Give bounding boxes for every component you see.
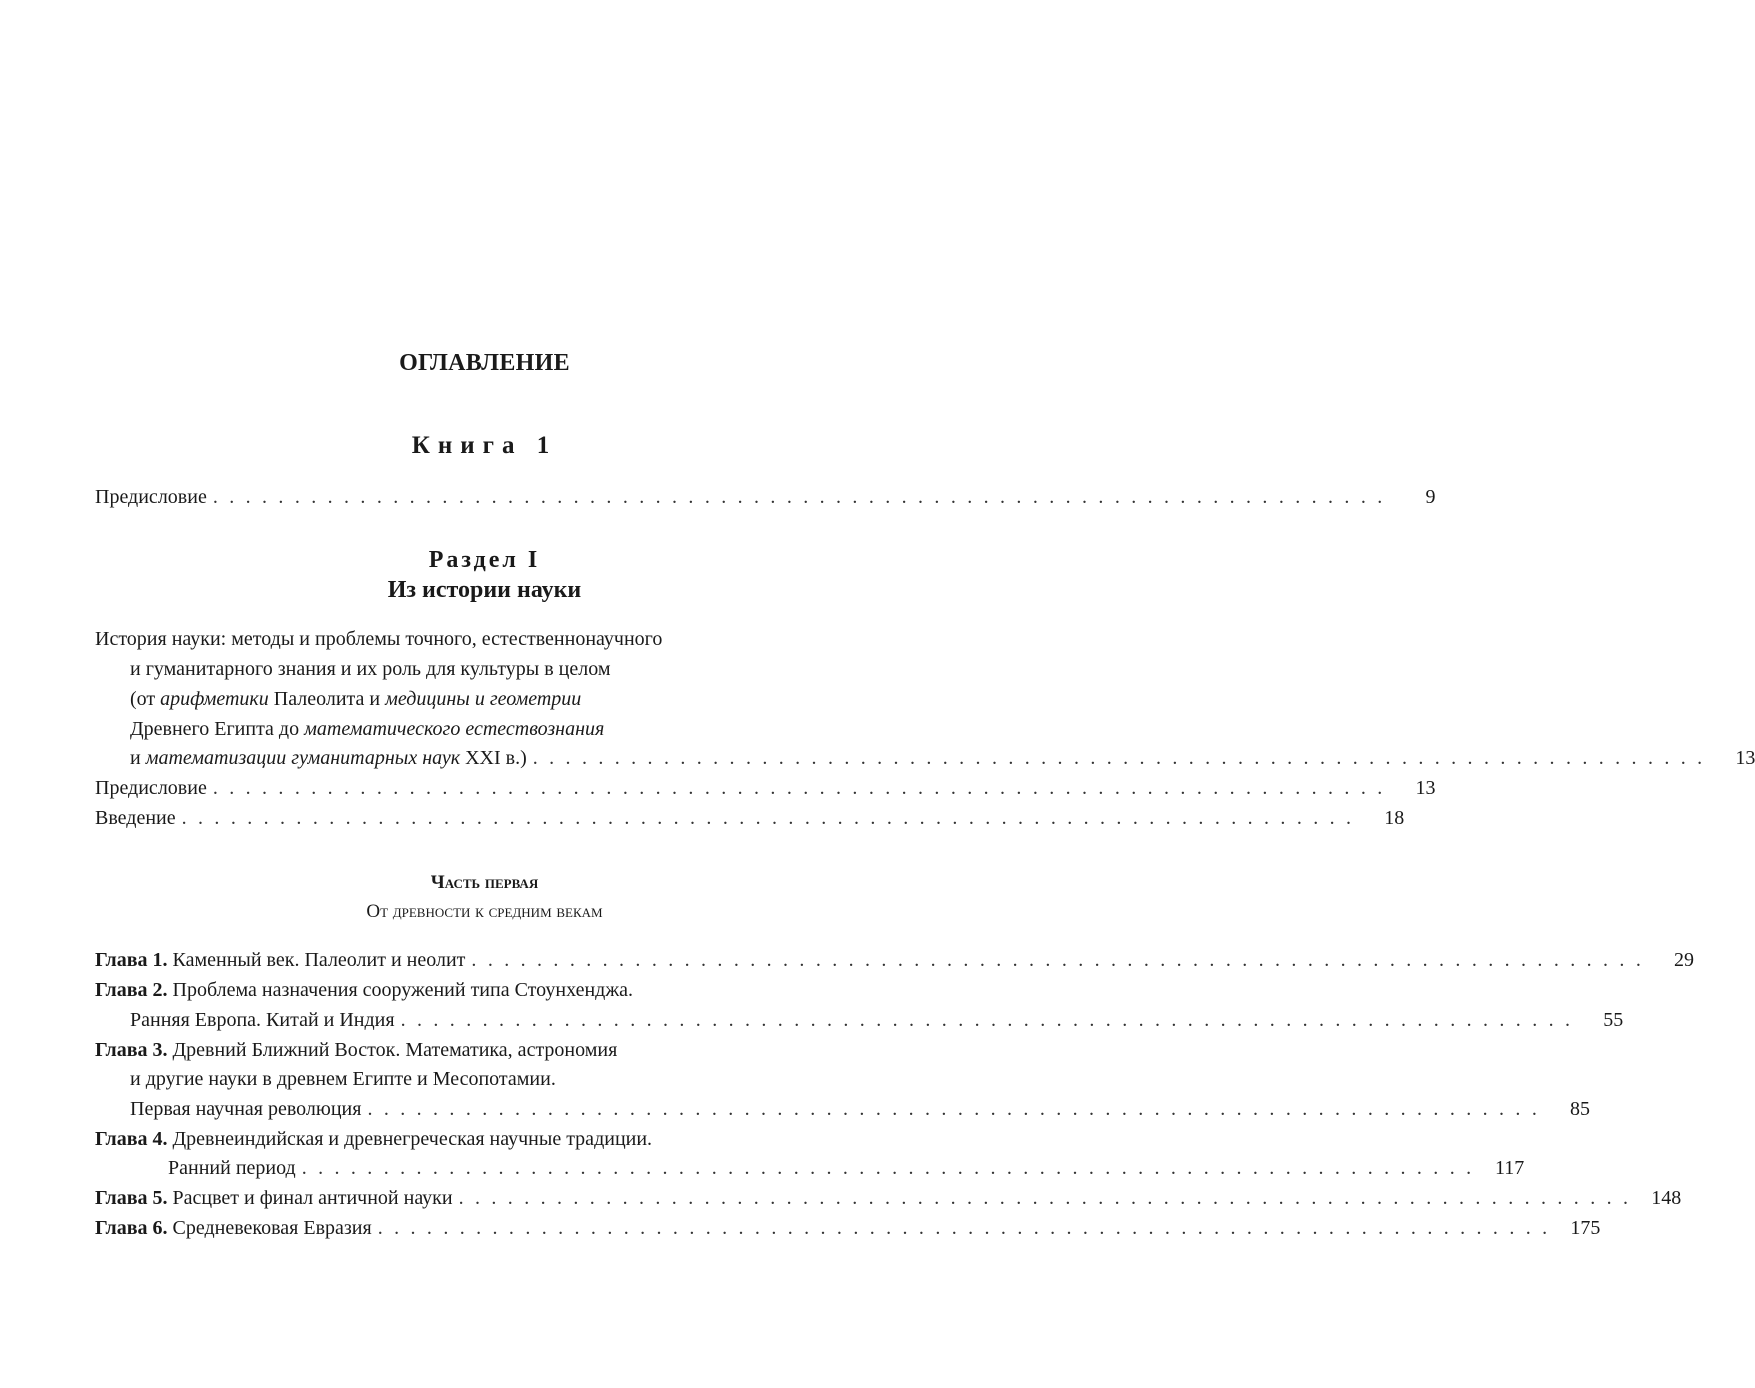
book-heading: Книга 1 <box>411 432 558 459</box>
dot-leader: . . . . . . . . . . . . . . . . . . . . . . . . . . . . . . . . . . . . . . . . . . . . . . . . . . . . . . . . . . . . . . . . . . . . . . . . <box>301 1157 1475 1179</box>
toc-text-italic: математического естествознания <box>304 718 605 740</box>
toc-entry-label: Предисловие <box>95 777 207 799</box>
chapter-title: Древнеиндийская и древнегреческая научные традиции. <box>167 1128 653 1150</box>
toc-entry-label: Ранняя Европа. Китай и Индия <box>130 1009 395 1031</box>
dot-leader: . . . . . . . . . . . . . . . . . . . . . . . . . . . . . . . . . . . . . . . . . . . . . . . . . . . . . . . . . . . . . . . . . . . . . . . . <box>212 777 1386 799</box>
chapter-title: и другие науки в древнем Египте и Месопотамии. <box>130 1068 556 1090</box>
part-heading: Часть первая <box>430 872 539 893</box>
toc-entry-history[interactable] <box>95 743 1755 773</box>
toc-entry-history-line1 <box>95 624 803 654</box>
toc-entry-label: История науки: методы и проблемы точного, естественнонаучного <box>95 628 663 650</box>
toc-entry-label <box>130 743 527 773</box>
chapter-number: Глава 5. <box>95 1187 168 1209</box>
chapter-number: Глава 3. <box>95 1039 168 1061</box>
chapter-title: Каменный век. Палеолит и неолит <box>167 949 466 971</box>
toc-text: XXI в.) <box>460 747 527 769</box>
toc-entry-chapter-4[interactable] <box>95 1153 1525 1183</box>
dot-leader: . . . . . . . . . . . . . . . . . . . . . . . . . . . . . . . . . . . . . . . . . . . . . . . . . . . . . . . . . . . . . . . . . . . . . . . . <box>367 1098 1541 1120</box>
toc-entry-label: Введение <box>95 807 176 829</box>
toc-text: и <box>130 747 146 769</box>
toc-text-italic: медицины и геометрии <box>385 688 582 710</box>
toc-page-number: 85 <box>1570 1098 1591 1120</box>
toc-page-number: 18 <box>1384 807 1405 829</box>
page-title: ОГЛАВЛЕНИЕ <box>399 350 570 376</box>
toc-entry-label: Первая научная революция <box>130 1098 362 1120</box>
dot-leader: . . . . . . . . . . . . . . . . . . . . . . . . . . . . . . . . . . . . . . . . . . . . . . . . . . . . . . . . . . . . . . . . . . . . . . . . <box>471 949 1645 971</box>
toc-text: (от <box>130 688 161 710</box>
toc-entry-chapter-3-line1 <box>95 1035 803 1065</box>
toc-entry-chapter-3-line2 <box>95 1064 803 1094</box>
toc-entry-label: Ранний период <box>168 1157 296 1179</box>
toc-text-italic: арифметики <box>160 688 269 710</box>
toc-entry-chapter-2-line1 <box>95 975 803 1005</box>
toc-page-number: 55 <box>1603 1009 1624 1031</box>
toc-entry-chapter-1[interactable] <box>95 945 1695 975</box>
section-title: Из истории науки <box>387 577 582 603</box>
chapter-title: Проблема назначения сооружений типа Стоунхенджа. <box>167 979 634 1001</box>
toc-entry-history-line4 <box>95 714 803 744</box>
dot-leader: . . . . . . . . . . . . . . . . . . . . . . . . . . . . . . . . . . . . . . . . . . . . . . . . . . . . . . . . . . . . . . . . . . . . . . . . <box>400 1009 1574 1031</box>
part-subtitle: От древности к средним векам <box>366 901 603 922</box>
toc-page-number: 13 <box>1735 747 1755 769</box>
toc-entry-preface-top[interactable] <box>95 482 1436 512</box>
section-heading: Раздел I <box>428 547 541 573</box>
chapter-number: Глава 6. <box>95 1217 168 1239</box>
dot-leader: . . . . . . . . . . . . . . . . . . . . . . . . . . . . . . . . . . . . . . . . . . . . . . . . . . . . . . . . . . . . . . . . . . . . . . . . <box>181 807 1355 829</box>
toc-entry-chapter-3[interactable] <box>95 1094 1591 1124</box>
toc-text: Древнего Египта до <box>130 718 305 740</box>
toc-text-italic: математизации гуманитарных наук <box>145 747 461 769</box>
dot-leader: . . . . . . . . . . . . . . . . . . . . . . . . . . . . . . . . . . . . . . . . . . . . . . . . . . . . . . . . . . . . . . . . . . . . . . . . <box>458 1187 1632 1209</box>
toc-entry-label: Предисловие <box>95 486 207 508</box>
chapter-number: Глава 2. <box>95 979 168 1001</box>
chapter-title: Древний Ближний Восток. Математика, астрономия <box>167 1039 618 1061</box>
toc-entry-chapter-4-line1 <box>95 1124 803 1154</box>
chapter-title: Средневековая Евразия <box>167 1217 372 1239</box>
toc-page-number: 9 <box>1425 486 1436 508</box>
toc-entry-chapter-2[interactable] <box>95 1005 1624 1035</box>
toc-entry-label <box>95 945 465 975</box>
dot-leader: . . . . . . . . . . . . . . . . . . . . . . . . . . . . . . . . . . . . . . . . . . . . . . . . . . . . . . . . . . . . . . . . . . . . . . . . <box>532 747 1706 769</box>
toc-entry-chapter-5[interactable] <box>95 1183 1682 1213</box>
toc-entry-history-line2 <box>95 654 803 684</box>
chapter-number: Глава 1. <box>95 949 168 971</box>
toc-entry-label: и гуманитарного знания и их роль для культуры в целом <box>130 658 611 680</box>
toc-page-number: 117 <box>1495 1157 1525 1179</box>
toc-entry-history-line3 <box>95 684 803 714</box>
toc-text: Палеолита и <box>268 688 386 710</box>
toc-page-number: 13 <box>1415 777 1436 799</box>
toc-page-number: 175 <box>1570 1217 1601 1239</box>
dot-leader: . . . . . . . . . . . . . . . . . . . . . . . . . . . . . . . . . . . . . . . . . . . . . . . . . . . . . . . . . . . . . . . . . . . . . . . . <box>212 486 1386 508</box>
toc-entry-chapter-6[interactable] <box>95 1213 1601 1243</box>
toc-entry-label <box>95 1183 453 1213</box>
toc-page-number: 29 <box>1674 949 1695 971</box>
toc-entry-intro[interactable] <box>95 803 1405 833</box>
toc-entry-preface[interactable] <box>95 773 1436 803</box>
toc-entry-label <box>95 1213 372 1243</box>
dot-leader: . . . . . . . . . . . . . . . . . . . . . . . . . . . . . . . . . . . . . . . . . . . . . . . . . . . . . . . . . . . . . . . . . . . . . . . . <box>377 1217 1551 1239</box>
toc-page-number: 148 <box>1651 1187 1682 1209</box>
chapter-number: Глава 4. <box>95 1128 168 1150</box>
chapter-title: Расцвет и финал античной науки <box>167 1187 453 1209</box>
